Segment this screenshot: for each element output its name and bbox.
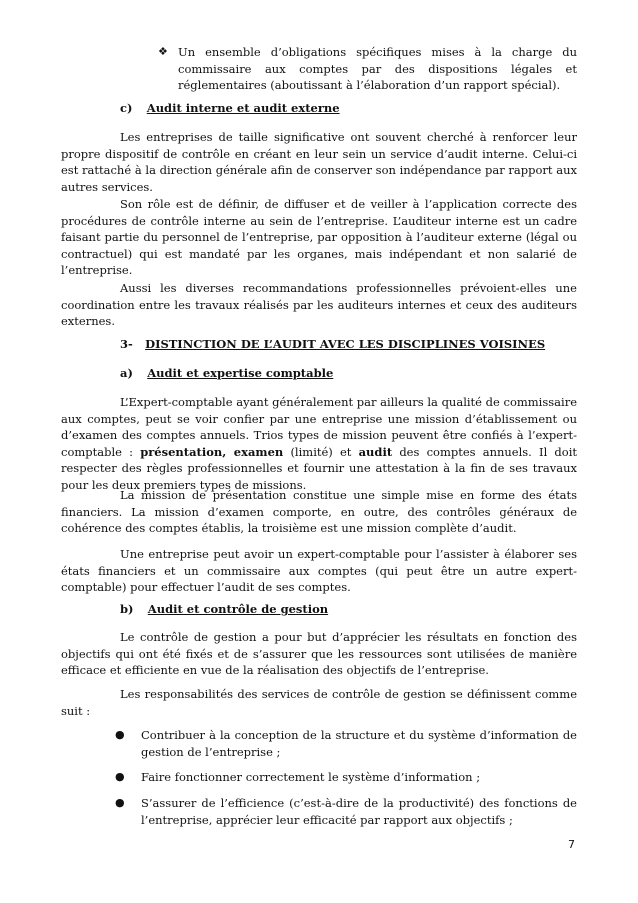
heading-label: a) [120,366,133,380]
section-a-paragraph-1 [61,394,577,494]
section-a-p1-bold-mission-types: présentation, examen [140,444,284,459]
list-item-text: Faire fonctionner correctement le système d’information ; [141,770,481,784]
section-a-paragraph-2-block [61,487,577,537]
list-item [115,769,577,786]
heading-label: 3- [120,337,133,351]
section-c-paragraph-1: Les entreprises de taille significative ont souvent cherché à renforcer leur propre dispositif de contrôle en créant en leur sein un service d’audit interne. Celui-ci est rattaché à la direction générale afin de conserver son indépendance par rapport aux autres services. [61,130,577,194]
section-b-paragraph-1-block [61,629,577,679]
list-item-text: Contribuer à la conception de la structure et du système d’information de gestion de l’entreprise ; [141,728,577,759]
heading-controle-gestion [120,601,328,618]
intro-bullet-text: Un ensemble d’obligations spécifiques mises à la charge du commissaire aux comptes par des dispositions légales et réglementaires (aboutissant à l’élaboration d’un rapport spécial). [178,45,577,93]
section-a-p1-after: des comptes annuels. Il doit respecter des règles professionnelles et fournir une attestation à la fin de ses travaux pour les deux premiers types de missions. [61,444,578,492]
heading-title: DISTINCTION DE L’AUDIT AVEC LES DISCIPLINES VOISINES [145,337,546,351]
list-item [115,727,577,760]
section-a-paragraph-3-block [61,546,577,596]
section-c-paragraph-2: Son rôle est de définir, de diffuser et de veiller à l’application correcte des procédures de contrôle interne au sein de l’entreprise. L’auditeur interne est un cadre faisant partie du personnel de l’entreprise, par opposition à l’auditeur externe (légal ou contractuel) qui est mandaté par les organes, mais indépendant et non salarié de l’entreprise. [61,197,577,278]
section-c-paragraph-3-block [61,280,577,330]
bullet-dot-icon: ● [115,770,125,783]
list-item-text: S’assurer de l’efficience (c’est-à-dire de la productivité) des fonctions de l’entreprise, apprécier leur efficacité par rapport aux objectifs ; [141,796,577,827]
section-a-paragraph-2: La mission de présentation constitue une simple mise en forme des états financiers. La mission d’examen comporte, en outre, des contrôles généraux de cohérence des comptes établis, la troisième est une mission complète d’audit. [61,488,577,536]
heading-title: Audit et expertise comptable [147,366,334,380]
section-b-paragraph-2: Les responsabilités des services de contrôle de gestion se définissent comme suit : [61,687,577,718]
heading-label: c) [120,101,133,115]
bullet-dot-icon: ● [115,796,125,809]
section-a-p1-bold-audit: audit [358,444,393,459]
bullet-dot-icon: ● [115,728,125,741]
intro-bullet-item [158,44,577,94]
heading-label: b) [120,602,134,616]
section-a-paragraph-1-block [61,394,577,494]
section-a-p1-mid: (limité) et [283,444,359,459]
heading-audit-interne [120,100,340,117]
section-b-paragraph-2-block [61,686,577,719]
heading-expertise-comptable [120,365,333,382]
section-c-paragraph-2-block [61,196,577,279]
section-b-paragraph-1: Le contrôle de gestion a pour but d’apprécier les résultats en fonction des objectifs qui ont été fixés et de s’assurer que les ressources sont utilisées de manière efficace et efficiente en vue de la réalisation des objectifs de l’entreprise. [61,630,577,678]
page-number: 7 [568,838,575,851]
heading-title: Audit et contrôle de gestion [147,602,329,616]
heading-title: Audit interne et audit externe [146,101,340,115]
section-c-paragraph-3: Aussi les diverses recommandations professionnelles prévoient-elles une coordination entre les travaux réalisés par les auditeurs internes et ceux des auditeurs externes. [61,281,577,329]
section-a-p1-before: L’Expert-comptable ayant généralement par ailleurs la qualité de commissaire aux comptes, peut se voir confier par une entreprise une mission d’établissement ou d’examen des comptes annuels. Trios types de mission peuvent être confiés à l’expert-comptable : [61,395,577,459]
section-a-paragraph-3: Une entreprise peut avoir un expert-comptable pour l’assister à élaborer ses états financiers et un commissaire aux comptes (qui peut être un autre expert-comptable) pour effectuer l’audit de ses comptes. [61,547,577,595]
list-item [115,795,577,828]
section-c-paragraph-1-block [61,129,577,195]
diamond-bullet-icon: ❖ [158,45,168,58]
heading-distinction [120,336,545,353]
